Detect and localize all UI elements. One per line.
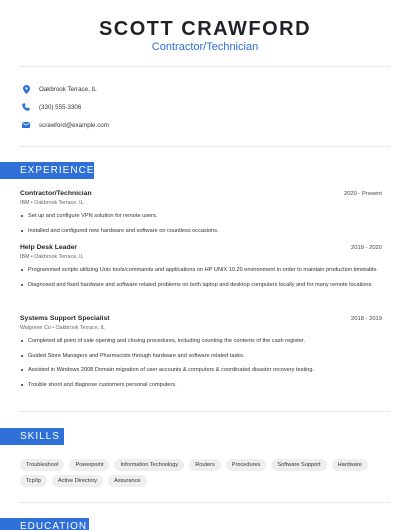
resume-name: SCOTT CRAWFORD <box>98 18 312 40</box>
education-heading: EDUCATION <box>0 518 89 530</box>
job-bullet: Installed and configured new hardware and software on countless occasions. <box>20 227 382 236</box>
job-entry <box>20 315 382 395</box>
job-bullets <box>20 266 382 289</box>
envelope-icon <box>22 120 30 130</box>
divider <box>20 411 390 412</box>
skill-chip: Routers <box>189 459 221 471</box>
job-company: IBM • Oakbrook Terrace, IL <box>20 254 84 260</box>
job-title: Systems Support Specialist <box>20 315 110 322</box>
job-company: IBM • Oakbrook Terrace, IL <box>20 200 84 206</box>
divider <box>20 66 390 67</box>
skills-list <box>20 459 390 487</box>
job-bullet: Trouble shoot and diagnose customers personal computers. <box>20 381 382 390</box>
skill-chip: Hardware <box>332 459 368 471</box>
job-dates: 2020 - Present <box>343 191 382 197</box>
job-title: Help Desk Leader <box>20 244 78 251</box>
job-dates: 2019 - 2020 <box>351 245 382 251</box>
skill-chip: Powerpoint <box>69 459 109 471</box>
skill-chip: Assurance <box>108 475 146 487</box>
job-bullet: Completed all point of sale opening and closing procedures, including counting the contents of the cash register. <box>20 337 382 346</box>
skill-chip: Troubleshoot <box>20 459 64 471</box>
job-bullets <box>20 337 382 389</box>
job-entry <box>20 190 382 241</box>
resume-role: Contractor/Technician <box>151 41 259 53</box>
location-pin-icon <box>22 84 30 94</box>
job-title: Contractor/Technician <box>20 190 92 197</box>
contact-email <box>22 118 109 132</box>
skill-chip: Software Support <box>271 459 326 471</box>
contact-phone-text: (330) 555-3306 <box>39 103 82 111</box>
contact-location <box>22 82 97 96</box>
job-bullet: Guided Store Managers and Pharmacists through hardware and software related tasks. <box>20 352 382 361</box>
skills-heading: SKILLS <box>0 428 64 445</box>
job-bullet: Assisted in Windows 2008 Domain migration of user accounts & computers & coordinated disaster recovery testing. <box>20 366 382 375</box>
experience-heading: EXPERIENCE <box>0 162 94 179</box>
contact-location-text: Oakbrook Terrace, IL <box>39 85 97 93</box>
skill-chip: Information Technology <box>114 459 184 471</box>
contact-phone <box>22 100 81 114</box>
contact-email-text: scrawford@example.com <box>39 121 109 129</box>
divider <box>20 502 390 503</box>
job-dates: 2018 - 2019 <box>351 316 382 322</box>
skill-chip: Procedures <box>226 459 267 471</box>
job-entry <box>20 244 382 295</box>
job-bullet: Programmed scripts utilizing Unix tools/commands and applications on HP UNIX 10.20 environment in order to maintain production timetable. <box>20 266 382 275</box>
job-bullet: Diagnosed and fixed hardware and software related problems on both laptop and desktop computers locally and for many remote locations. <box>20 281 382 290</box>
job-bullet: Set up and configure VPN solution for remote users. <box>20 212 382 221</box>
job-bullets <box>20 212 382 235</box>
phone-icon <box>22 102 30 112</box>
skill-chip: Tcp/Ip <box>20 475 47 487</box>
job-company: Walgreen Co • Oakbrook Terrace, IL <box>20 325 105 331</box>
divider <box>20 146 390 147</box>
skill-chip: Active Directory <box>52 475 103 487</box>
